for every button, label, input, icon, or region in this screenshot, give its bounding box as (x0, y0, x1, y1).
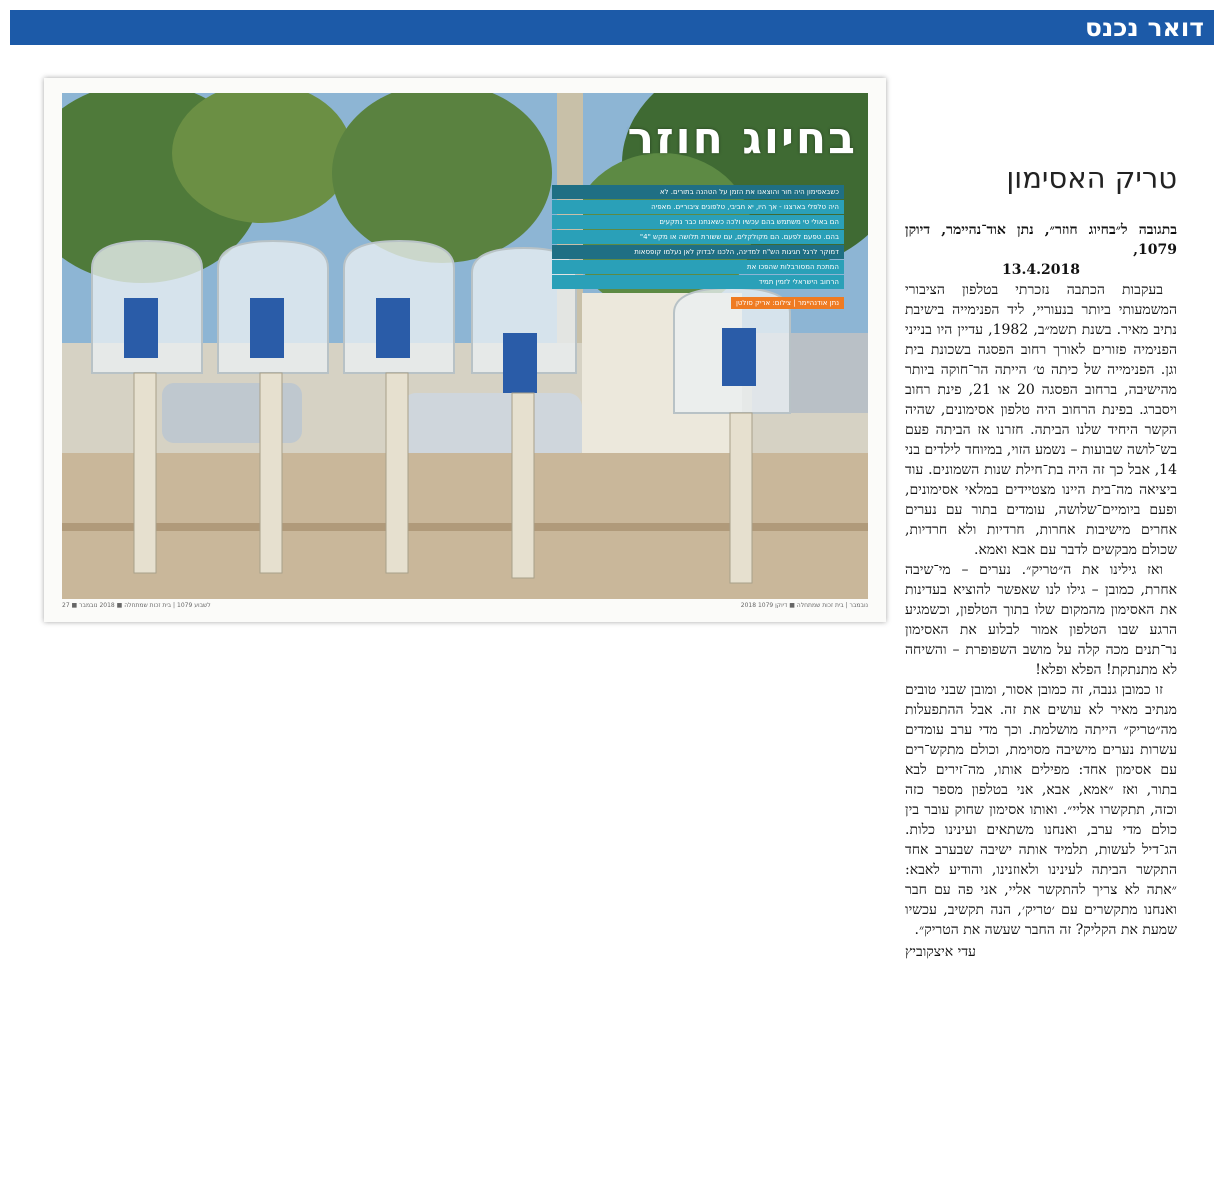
payphones-photo (62, 93, 868, 599)
letter-intro (905, 220, 1177, 280)
lede-line: דמוקר לרגל חגיגות הש"ח למדינה, הלכנו לבדוק לאן נעלמו קופסאות (552, 245, 844, 259)
letter-signature: עדי איצקוביץ (905, 944, 976, 960)
letter-paragraph: בעקבות הכתבה נזכרתי בטלפון הציבורי המשמעותי ביותר בנעוריי, ליד הפנימייה בישיבת נתיב מאיר. בשנת תשמ״ב, 1982, עדיין היו בנייני הפנימיה פזורים לאורך רחוב הפסגה בשכונת בית וגן. הפנימייה של כיתה ט׳ הייתה הר־חוקה ביותר מהישיבה, ברחוב הפסגה 20 או 21, פינת רחוב ויסברג. בפינת הרחוב היה טלפון אסימונים, שהיה הקשר היחיד שלנו הביתה. חזרנו אז הביתה פעם בש־לושה שבועות – נשמע הזוי, במיוחד לילדים בני 14, אבל כך זה היה בת־חילת שנות השמונים. עוד ביציאה מה־בית היינו מצטיידים במלאי אסימונים, ופעם ביומיים־שלושה, עומדים בתור עם נערים אחרים מישיבות אחרות, חרדיות ולא חרדיות, שכולם מבקשים לדבר עם אבא ואמא. (905, 282, 1177, 558)
letter-paragraph: ואז גילינו את ה״טריק״. נערים – מי־שיבה אחרת, כמובן – גילו לנו שאפשר להוציא בעדינות את האסימון מהמקום שלו בתוך הטלפון, וכשמגיע הרגע שבו הטלפון אמור לבלוע את האסימון נר־תנים מכה קלה על מושב השפופרת – והשיחה לא מתנתקת! הפלא ופלא! (905, 562, 1177, 678)
letter-title: טריק האסימון (1006, 161, 1177, 195)
lede-line: הם באולי טי משתמש בהם עכשיו ולכה כשאנחנו כבר נתקעים (552, 215, 844, 229)
spread-footer-right: 2018 נובמבר | בית זכות שמתחלה ■ דיוקן 1079 (740, 602, 868, 609)
intro-date: 13.4.2018 (1002, 262, 1080, 278)
magazine-spread-image (44, 78, 886, 622)
section-header-bar (10, 10, 1214, 45)
magazine-lede (552, 185, 844, 309)
lede-line: הרחוב הישראלי לזמין תמיד (552, 275, 844, 289)
photo-credit: נתן אודנהיימר | צילום: אריק סולטן (731, 297, 844, 309)
spread-footer-left: 27 ■ לשבוע 1079 | בית זכות שמתחלה ■ 2018 נובמבר (62, 602, 211, 609)
letter-column (905, 160, 1177, 962)
section-title: דואר נכנס (1084, 13, 1204, 42)
lede-line: בהם. טפעם לפעם. הם מקולקלים, עם ששורת תלושה או מקש "4" (552, 230, 844, 244)
headline-text: בחיוג חוזר (627, 113, 857, 164)
lede-line: היה טלפלי בארצנו - אך היו, יא חביבי, טלפונים ציבוריים. מאפיה (552, 200, 844, 214)
payphones-illustration (62, 93, 868, 599)
lede-line: המתכת המסורבלות שהפכו את (552, 260, 844, 274)
magazine-headline (527, 113, 857, 164)
lede-line: כשבאסימון היה חור והוצאנו את הזמן על הטהנה בתורים. לא (552, 185, 844, 199)
intro-text: בתגובה ל״בחיוג חוזר״, נתן אוד־נהיימר, דיוקן 1079, (905, 222, 1177, 258)
letter-paragraph: זו כמובן גנבה, זה כמובן אסור, ומובן שבני טובים מנתיב מאיר לא עושים את זה. אבל ההתפעלות מה״טריק״ הייתה מושלמת. וכך מדי ערב עומדים עשרות נערים מישיבה מסוימת, וכולם מתקש־רים עם אסימון אחד: מפילים אותו, מה־זירים לבא בתור, ואז ״אמא, אבא, אני בטלפון מספר כזה וכזה, תתקשרו אליי״. ואותו אסימון שחוק עובר בין כולם מדי ערב, ואנחנו משתאים ועינינו כלות. הג־דיל לעשות, תלמיד אותה ישיבה שבערב אחד התקשר הביתה לעינינו ולאוזנינו, והודיע לאבא: ״אתה לא צריך להתקשר אליי, אני פה עם חבר ואנחנו מתקשרים עם ׳טריק׳, הנה תקשיב, עכשיו שמעת את הקליק? זה החבר שעשה את הטריק״. (905, 682, 1177, 938)
